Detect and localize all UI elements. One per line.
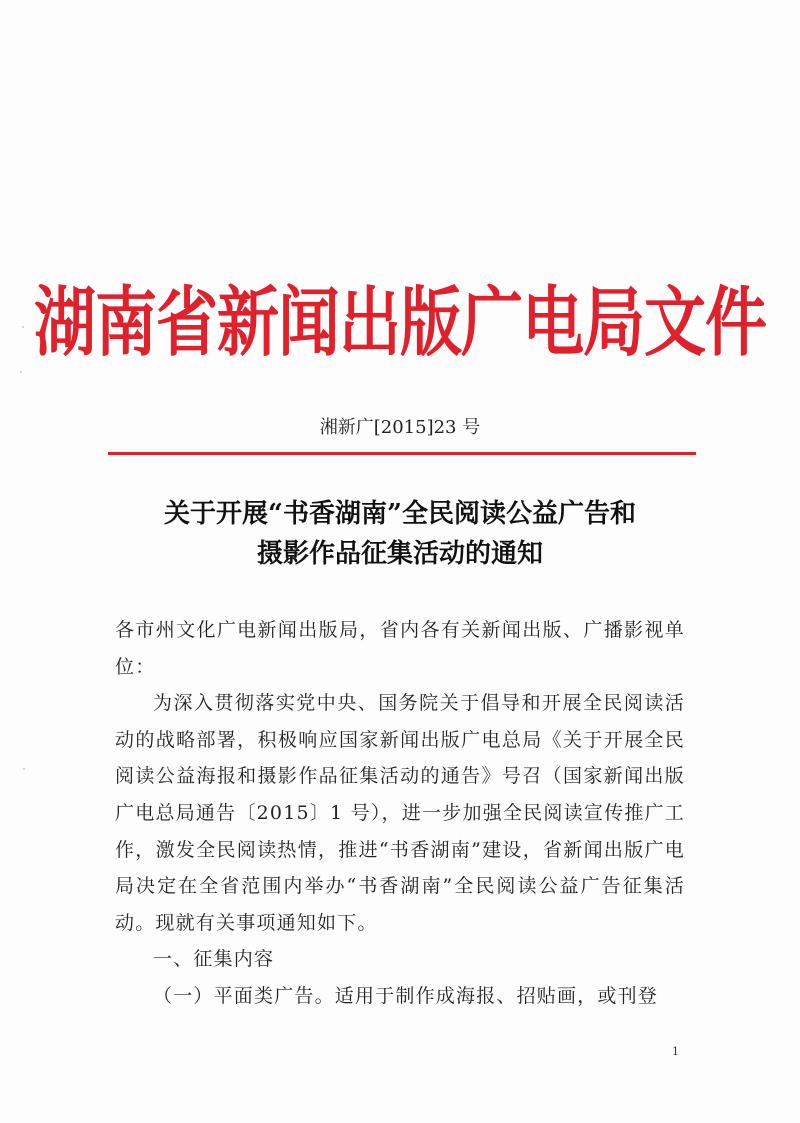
section-heading: 一、征集内容 [153,948,275,971]
document-body [115,612,685,1015]
section-item: （一）平面类广告。适用于制作成海报、招贴画，或刊登 [153,984,659,1007]
document-number: 湘新广[2015]23 号 [319,417,481,438]
red-separator-rule [108,452,696,455]
document-masthead: 湖南省新闻出版广电局文件 [33,277,766,367]
addressee: 各市州文化广电新闻出版局，省内各有关新闻出版、广播影视单位： [115,619,685,678]
page-number: 1 [672,1045,679,1058]
title-line-2: 摄影作品征集活动的通知 [256,539,543,569]
title-line-1: 关于开展“书香湖南”全民阅读公益广告和 [164,499,636,529]
paragraph-intro: 为深入贯彻落实党中央、国务院关于倡导和开展全民阅读活动的战略部署，积极响应国家新闻出版广电总局《关于开展全民阅读公益海报和摄影作品征集活动的通告》号召（国家新闻出版广电总局通告〔2015〕1 号），进一步加强全民阅读宣传推广工作，激发全民阅读热情，推进“书香湖南”建设，省新闻出版广电局决定在全省范围内举办“书香湖南”全民阅读公益广告征集活动。现就有关事项通知如下。 [115,692,685,934]
scan-speck [20,371,22,373]
scan-speck [23,768,25,770]
document-title [0,494,800,574]
